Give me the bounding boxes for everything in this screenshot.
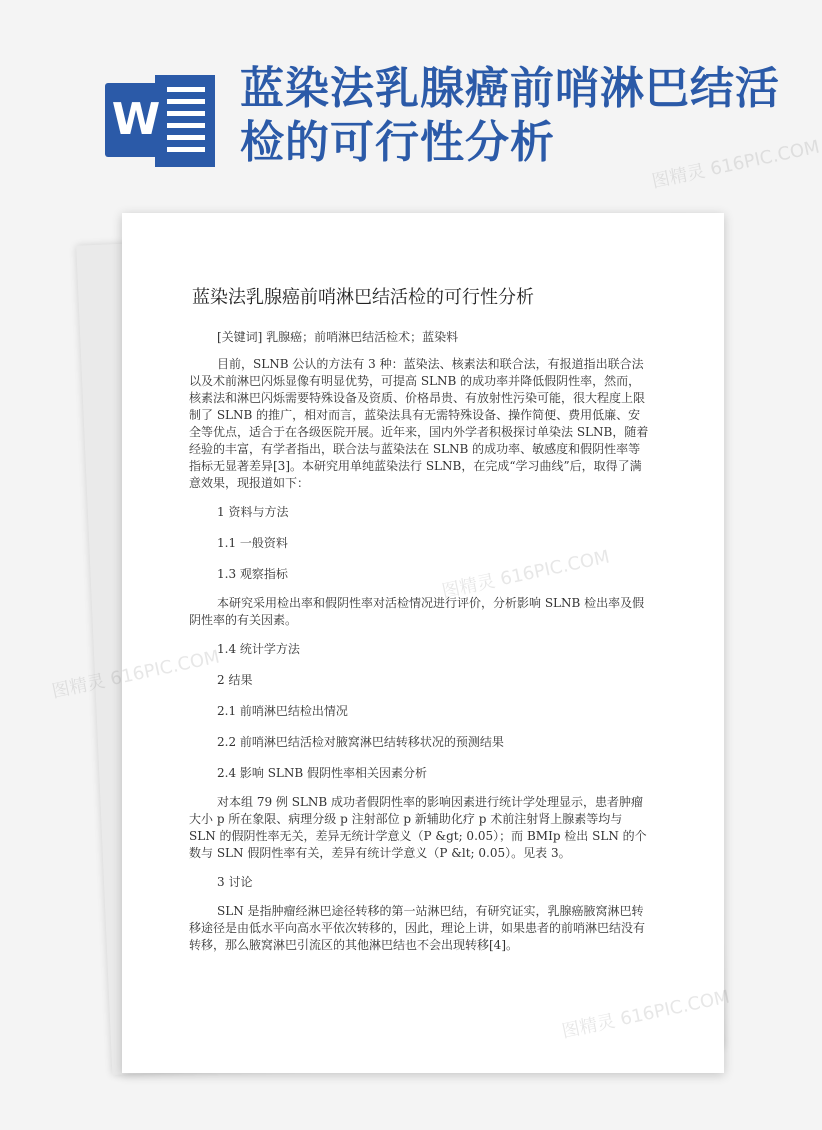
section-heading: 3 讨论 <box>217 875 253 889</box>
section-heading: 1.4 统计学方法 <box>217 642 300 656</box>
section-heading: 1.1 一般资料 <box>217 536 288 550</box>
section-heading: 2.2 前哨淋巴结活检对腋窝淋巴结转移状况的预测结果 <box>217 735 504 749</box>
section-heading: 2.1 前哨淋巴结检出情况 <box>217 704 348 718</box>
paragraph: SLN 是指肿瘤经淋巴途径转移的第一站淋巴结，有研究证实，乳腺癌腋窝淋巴转移途径是由低水平向高水平依次转移的，因此，理论上讲，如果患者的前哨淋巴结没有转移，那么腋窝淋巴引流区的其他淋巴结也不会出现转移[4]。 <box>189 904 646 952</box>
watermark: 图精灵 616PIC.COM <box>649 136 822 193</box>
document-body <box>189 329 649 954</box>
paragraph: 本研究采用检出率和假阴性率对活检情况进行评价，分析影响 SLNB 检出率及假阴性率的有关因素。 <box>189 596 645 627</box>
keywords: [关键词] 乳腺癌；前哨淋巴结活检术；蓝染料 <box>217 330 459 344</box>
paragraph: 对本组 79 例 SLNB 成功者假阴性率的影响因素进行统计学处理显示，患者肿瘤大小 p 所在象限、病理分级 p 注射部位 p 新辅助化疗 p 术前注射肾上腺素等均与 SLN 的假阴性率无关，差异无统计学意义（P &gt; 0.05）；而 BMIp 检出 SLN 的个数与 SLN 假阴性率有关，差异有统计学意义（P &lt; 0.05）。见表 3。 <box>189 795 647 860</box>
section-heading: 2.4 影响 SLNB 假阴性率相关因素分析 <box>217 766 428 780</box>
header-title: 蓝染法乳腺癌前哨淋巴结活检的可行性分析 <box>240 63 780 168</box>
word-logo <box>105 75 215 175</box>
watermark: 图精灵 <box>49 670 108 703</box>
section-heading: 2 结果 <box>217 673 253 687</box>
document-title: 蓝染法乳腺癌前哨淋巴结活检的可行性分析 <box>192 287 534 308</box>
document-page <box>122 213 724 1073</box>
word-icon: W <box>105 83 167 157</box>
section-heading: 1.3 观察指标 <box>217 567 288 581</box>
section-heading: 1 资料与方法 <box>217 505 289 519</box>
paragraph: 目前，SLNB 公认的方法有 3 种：蓝染法、核素法和联合法，有报道指出联合法以及术前淋巴闪烁显像有明显优势，可提高 SLNB 的成功率并降低假阴性率，然而，核素法和淋巴闪烁需要特殊设备及资质、价格昂贵、有放射性污染可能，很大程度上限制了 SLNB 的推广，相对而言，蓝染法具有无需特殊设备、操作简便、费用低廉、安全等优点，适合于在各级医院开展。近年来，国内外学者积极探讨单染法 SLNB，随着经验的丰富，有学者指出，联合法与蓝染法在 SLNB 的成功率、敏感度和假阴性率等指标无显著差异[3]。本研究用单纯蓝染法行 SLNB，在完成“学习曲线”后，取得了满意效果，现报道如下： <box>189 357 649 490</box>
